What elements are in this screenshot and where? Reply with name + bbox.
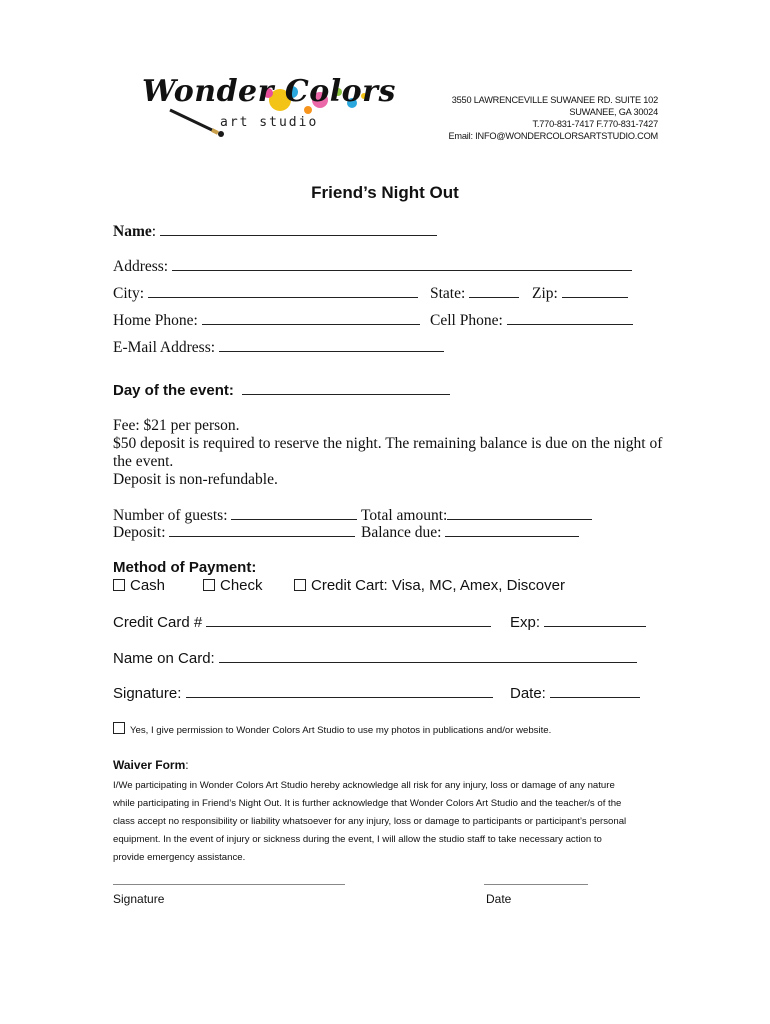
payment-cash-option[interactable] — [113, 577, 165, 594]
waiver-line: equipment. In the event of injury or sickness during the event, I will allow the studio staff to take necessary action to — [113, 834, 602, 845]
fee-info — [113, 417, 662, 489]
signature-field[interactable] — [186, 684, 493, 698]
zip-row — [532, 284, 628, 303]
waiver-line: class accept no responsibility or liability whatsoever for any injury, loss or damage to participants or participant’s personal — [113, 816, 627, 827]
payment-heading: Method of Payment: — [113, 559, 257, 576]
credit-label: Credit Cart: Visa, MC, Amex, Discover — [311, 577, 565, 594]
balance-field[interactable] — [445, 523, 579, 537]
check-checkbox[interactable] — [203, 579, 215, 591]
address-line: 3550 LAWRENCEVILLE SUWANEE RD. SUITE 102 — [451, 95, 658, 105]
state-label: State: — [430, 285, 466, 302]
logo-subtitle: art studio — [220, 115, 319, 130]
deposit-label: Deposit: — [113, 524, 166, 541]
studio-address — [448, 94, 658, 142]
signature-row — [113, 684, 493, 702]
card-number-row — [113, 613, 491, 631]
page-title: Friend’s Night Out — [311, 183, 459, 202]
permission-checkbox[interactable] — [113, 722, 125, 734]
address-field[interactable] — [172, 257, 632, 271]
waiver-signature-label: Signature — [113, 892, 165, 906]
credit-checkbox[interactable] — [294, 579, 306, 591]
waiver-heading: Waiver Form — [113, 758, 186, 772]
waiver-date-label: Date — [486, 892, 512, 906]
home-phone-field[interactable] — [202, 311, 420, 325]
city-field[interactable] — [148, 284, 418, 298]
total-label: Total amount: — [361, 507, 448, 524]
exp-field[interactable] — [544, 613, 646, 627]
address-email: Email: INFO@WONDERCOLORSARTSTUDIO.COM — [448, 131, 658, 141]
payment-credit-option[interactable] — [294, 577, 565, 594]
state-field[interactable] — [469, 284, 519, 298]
date-row — [510, 684, 640, 702]
name-on-card-field[interactable] — [219, 649, 637, 663]
waiver-text — [113, 777, 626, 867]
waiver-signature-field[interactable] — [113, 883, 345, 885]
date-label: Date: — [510, 685, 546, 702]
address-label: Address: — [113, 258, 169, 275]
cell-phone-label: Cell Phone: — [430, 312, 503, 329]
deposit-field[interactable] — [169, 523, 355, 537]
zip-field[interactable] — [562, 284, 628, 298]
cash-label: Cash — [130, 577, 166, 594]
name-on-card-row — [113, 649, 637, 667]
deposit-line: $50 deposit is required to reserve the night. The remaining balance is due on the night of — [113, 435, 663, 452]
zip-label: Zip: — [532, 285, 558, 302]
name-row: Name: — [113, 222, 437, 241]
photo-permission[interactable] — [113, 722, 551, 736]
balance-row — [361, 523, 579, 542]
exp-label: Exp: — [510, 614, 541, 631]
payment-check-option[interactable] — [203, 577, 263, 594]
name-label: Name — [113, 223, 152, 240]
email-label: E-Mail Address: — [113, 339, 216, 356]
total-field[interactable] — [447, 506, 592, 520]
name-field[interactable] — [160, 222, 437, 236]
name-on-card-label: Name on Card: — [113, 650, 215, 667]
event-day-row — [113, 381, 450, 399]
guests-field[interactable] — [231, 506, 357, 520]
city-label: City: — [113, 285, 145, 302]
date-field[interactable] — [550, 684, 640, 698]
waiver-line: provide emergency assistance. — [113, 852, 246, 863]
exp-row — [510, 613, 646, 631]
card-number-field[interactable] — [206, 613, 491, 627]
event-day-label: Day of the event: — [113, 382, 234, 399]
email-row — [113, 338, 444, 357]
address-line: T.770-831-7417 F.770-831-7427 — [532, 119, 658, 129]
studio-logo — [140, 70, 396, 142]
fee-line: Fee: $21 per person. — [113, 417, 240, 434]
home-phone-row — [113, 311, 420, 330]
check-label: Check — [220, 577, 263, 594]
card-number-label: Credit Card # — [113, 614, 203, 631]
cell-phone-row — [430, 311, 633, 330]
home-phone-label: Home Phone: — [113, 312, 198, 329]
cash-checkbox[interactable] — [113, 579, 125, 591]
balance-label: Balance due: — [361, 524, 442, 541]
waiver-heading-row: Waiver Form: — [113, 758, 189, 772]
city-row — [113, 284, 418, 303]
deposit-row — [113, 523, 355, 542]
email-field[interactable] — [219, 338, 444, 352]
event-day-field[interactable] — [242, 381, 450, 395]
signature-label: Signature: — [113, 685, 182, 702]
state-row — [430, 284, 519, 303]
waiver-line: I/We participating in Wonder Colors Art Studio hereby acknowledge all risk for any injury, loss or damage of any nature — [113, 780, 615, 791]
logo-title: Wonder Colors — [142, 74, 396, 109]
cell-phone-field[interactable] — [507, 311, 633, 325]
waiver-line: while participating in Friend’s Night Out. It is further acknowledge that Wonder Colors Art Studio and the teacher/s of the — [113, 798, 622, 809]
address-line: SUWANEE, GA 30024 — [569, 107, 658, 117]
address-row — [113, 257, 632, 276]
deposit-line-cont: the event. — [113, 453, 174, 470]
guests-label: Number of guests: — [113, 507, 228, 524]
permission-text: Yes, I give permission to Wonder Colors Art Studio to use my photos in publications and/or website. — [130, 725, 552, 736]
waiver-date-field[interactable] — [484, 883, 588, 885]
refund-policy: Deposit is non-refundable. — [113, 471, 278, 488]
